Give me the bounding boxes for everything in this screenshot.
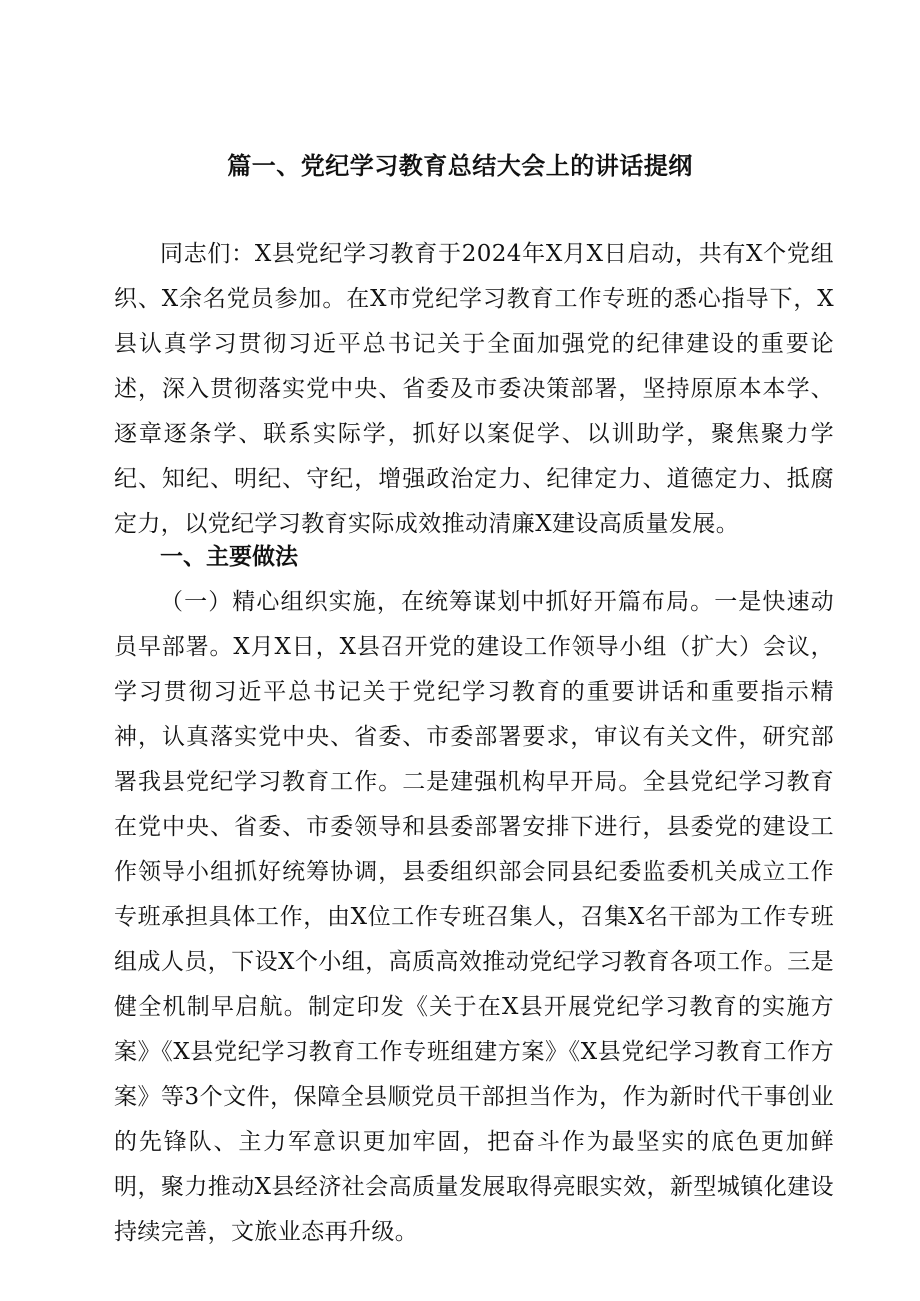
intro-paragraph: 同志们：X县党纪学习教育于2024年X月X日启动，共有X个党组织、X余名党员参加。在X市党纪学习教育工作专班的悉心指导下，X县认真学习贯彻习近平总书记关于全面加强党的纪律建设的重要论述，深入贯彻落实党中央、省委及市委决策部署，坚持原原本本学、逐章逐条学、联系实际学，抓好以案促学、以训助学，聚焦聚力学纪、知纪、明纪、守纪，增强政治定力、纪律定力、道德定力、抵腐定力，以党纪学习教育实际成效推动清廉X建设高质量发展。 — [114, 241, 834, 537]
document-title: 篇一、党纪学习教育总结大会上的讲话提纲 — [227, 152, 693, 180]
section-heading-main-practices: 一、主要做法 — [160, 544, 298, 570]
section-paragraph: （一）精心组织实施，在统筹谋划中抓好开篇布局。一是快速动员早部署。X月X日，X县召开党的建设工作领导小组（扩大）会议，学习贯彻习近平总书记关于党纪学习教育的重要讲话和重要指示精神，认真落实党中央、省委、市委部署要求，审议有关文件，研究部署我县党纪学习教育工作。二是建强机构早开局。全县党纪学习教育在党中央、省委、市委领导和县委部署安排下进行，县委党的建设工作领导小组抓好统筹协调，县委组织部会同县纪委监委机关成立工作专班承担具体工作，由X位工作专班召集人，召集X名干部为工作专班组成人员，下设X个小组，高质高效推动党纪学习教育各项工作。三是健全机制早启航。制定印发《关于在X县开展党纪学习教育的实施方案》《X县党纪学习教育工作专班组建方案》《X县党纪学习教育工作方案》等3个文件，保障全县顺党员干部担当作为，作为新时代干事创业的先锋队、主力军意识更加牢固，把奋斗作为最坚实的底色更加鲜明，聚力推动X县经济社会高质量发展取得亮眼实效，新型城镇化建设持续完善，文旅业态再升级。 — [114, 589, 834, 1245]
